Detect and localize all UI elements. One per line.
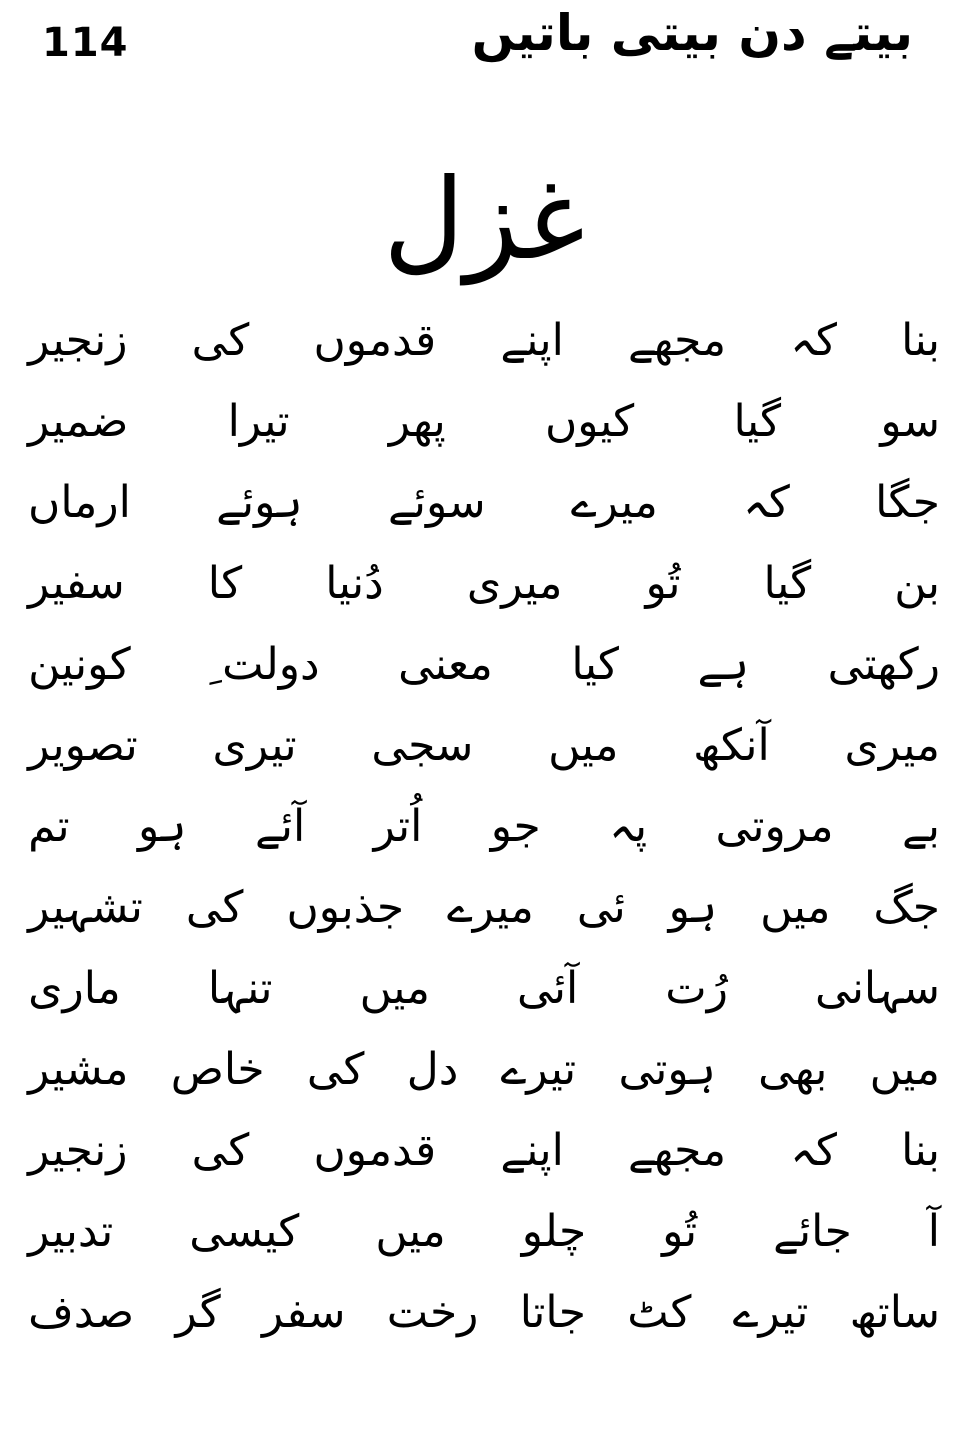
verse-line — [28, 1272, 940, 1353]
verse-word: بنا — [901, 314, 940, 366]
verse-word: کی — [191, 1124, 250, 1176]
verse-line — [28, 705, 940, 786]
verse-word: تیری — [212, 719, 297, 771]
verse-word: جو — [490, 800, 541, 852]
verse-word: سہانی — [815, 962, 940, 1014]
verse-line — [28, 543, 940, 624]
verse-word: کونین — [28, 638, 131, 690]
verse-line — [28, 381, 940, 462]
verse-word: ہوئے — [216, 476, 303, 528]
verse-word: کٹ — [627, 1286, 692, 1338]
verse-word: ہوتی — [618, 1043, 716, 1095]
verse-line — [28, 867, 940, 948]
verse-word: سفر — [262, 1286, 346, 1338]
verse-line — [28, 1110, 940, 1191]
verse-word: ہو — [138, 800, 187, 852]
verse-word: تنہا — [207, 962, 273, 1014]
verse-word: کیوں — [544, 395, 635, 447]
verse-word: قدموں — [313, 314, 437, 366]
verse-word: کیسی — [189, 1205, 300, 1257]
verse-word: مروتی — [715, 800, 834, 852]
poem-title: غزل — [383, 155, 585, 285]
verse-word: دولت ِ — [209, 638, 320, 690]
verse-word: ماری — [28, 962, 121, 1014]
verse-word: ئی — [576, 881, 626, 933]
verse-word: میری — [466, 557, 563, 609]
verse-word: رخت — [386, 1286, 479, 1338]
verse-word: سوئے — [387, 476, 486, 528]
verse-word: جائے — [773, 1205, 852, 1257]
verse-word: پہ — [609, 800, 648, 852]
verse-word: کی — [191, 314, 250, 366]
verse-word: آئی — [517, 962, 579, 1014]
verse-word: مجھے — [628, 314, 727, 366]
verse-word: چلو — [521, 1205, 587, 1257]
verse-word: گیا — [763, 557, 812, 609]
poem-verses — [28, 300, 940, 1353]
verse-word: ساتھ — [849, 1286, 940, 1338]
verse-line — [28, 300, 940, 381]
verse-line — [28, 1191, 940, 1272]
verse-word: سو — [880, 395, 940, 447]
verse-word: جگ — [873, 881, 940, 933]
verse-word: تصویر — [28, 719, 138, 771]
verse-line — [28, 462, 940, 543]
verse-word: خاص — [170, 1043, 265, 1095]
verse-word: معنی — [398, 638, 493, 690]
verse-line — [28, 786, 940, 867]
verse-word: دُنیا — [325, 557, 384, 609]
verse-word: جگا — [875, 476, 940, 528]
verse-word: صدف — [28, 1286, 135, 1338]
verse-word: رُت — [665, 962, 728, 1014]
verse-word: سجی — [371, 719, 474, 771]
verse-word: گیا — [733, 395, 782, 447]
verse-word: کہ — [790, 1124, 837, 1176]
verse-word: جاتا — [519, 1286, 586, 1338]
verse-word: تُو — [645, 557, 681, 609]
verse-word: تیرے — [732, 1286, 809, 1338]
verse-word: کیا — [571, 638, 619, 690]
verse-word: میں — [760, 881, 831, 933]
verse-word: تُو — [662, 1205, 698, 1257]
verse-word: اپنے — [500, 1124, 564, 1176]
verse-word: تدبیر — [28, 1205, 114, 1257]
verse-word: آئے — [254, 800, 306, 852]
verse-word: گر — [175, 1286, 221, 1338]
verse-word: تیرا — [227, 395, 290, 447]
verse-word: ہو — [668, 881, 718, 933]
verse-word: قدموں — [313, 1124, 437, 1176]
verse-word: ارماں — [28, 476, 131, 528]
verse-word: میرے — [446, 881, 534, 933]
verse-word: میں — [548, 719, 619, 771]
verse-line — [28, 1029, 940, 1110]
verse-word: کہ — [790, 314, 837, 366]
verse-word: مجھے — [628, 1124, 727, 1176]
verse-word: رکھتی — [827, 638, 940, 690]
verse-word: کی — [306, 1043, 365, 1095]
verse-word: پھر — [388, 395, 446, 447]
verse-word: بن — [894, 557, 940, 609]
verse-word: ہے — [697, 638, 750, 690]
verse-line — [28, 624, 940, 705]
verse-word: بے — [901, 800, 940, 852]
verse-word: زنجیر — [28, 1124, 128, 1176]
verse-word: میری — [844, 719, 940, 771]
verse-word: دل — [406, 1043, 459, 1095]
verse-word: کا — [207, 557, 243, 609]
verse-word: اُتر — [373, 800, 423, 852]
verse-word: میں — [359, 962, 430, 1014]
verse-word: بنا — [901, 1124, 940, 1176]
verse-word: جذبوں — [286, 881, 405, 933]
verse-word: آنکھ — [693, 719, 770, 771]
verse-word: میرے — [570, 476, 658, 528]
verse-word: تم — [28, 800, 70, 852]
book-title: بیتے دن بیتی باتیں — [471, 4, 913, 62]
verse-word: آ — [927, 1205, 940, 1257]
verse-word: سفیر — [28, 557, 125, 609]
verse-word: میں — [375, 1205, 446, 1257]
verse-word: تشہیر — [28, 881, 143, 933]
verse-word: کی — [185, 881, 244, 933]
verse-word: زنجیر — [28, 314, 128, 366]
verse-word: کہ — [743, 476, 790, 528]
verse-word: اپنے — [500, 314, 564, 366]
verse-word: ضمیر — [28, 395, 129, 447]
verse-line — [28, 948, 940, 1029]
verse-word: بھی — [758, 1043, 828, 1095]
verse-word: تیرے — [500, 1043, 577, 1095]
verse-word: میں — [869, 1043, 940, 1095]
page-number: 114 — [42, 20, 129, 66]
verse-word: مشیر — [28, 1043, 129, 1095]
